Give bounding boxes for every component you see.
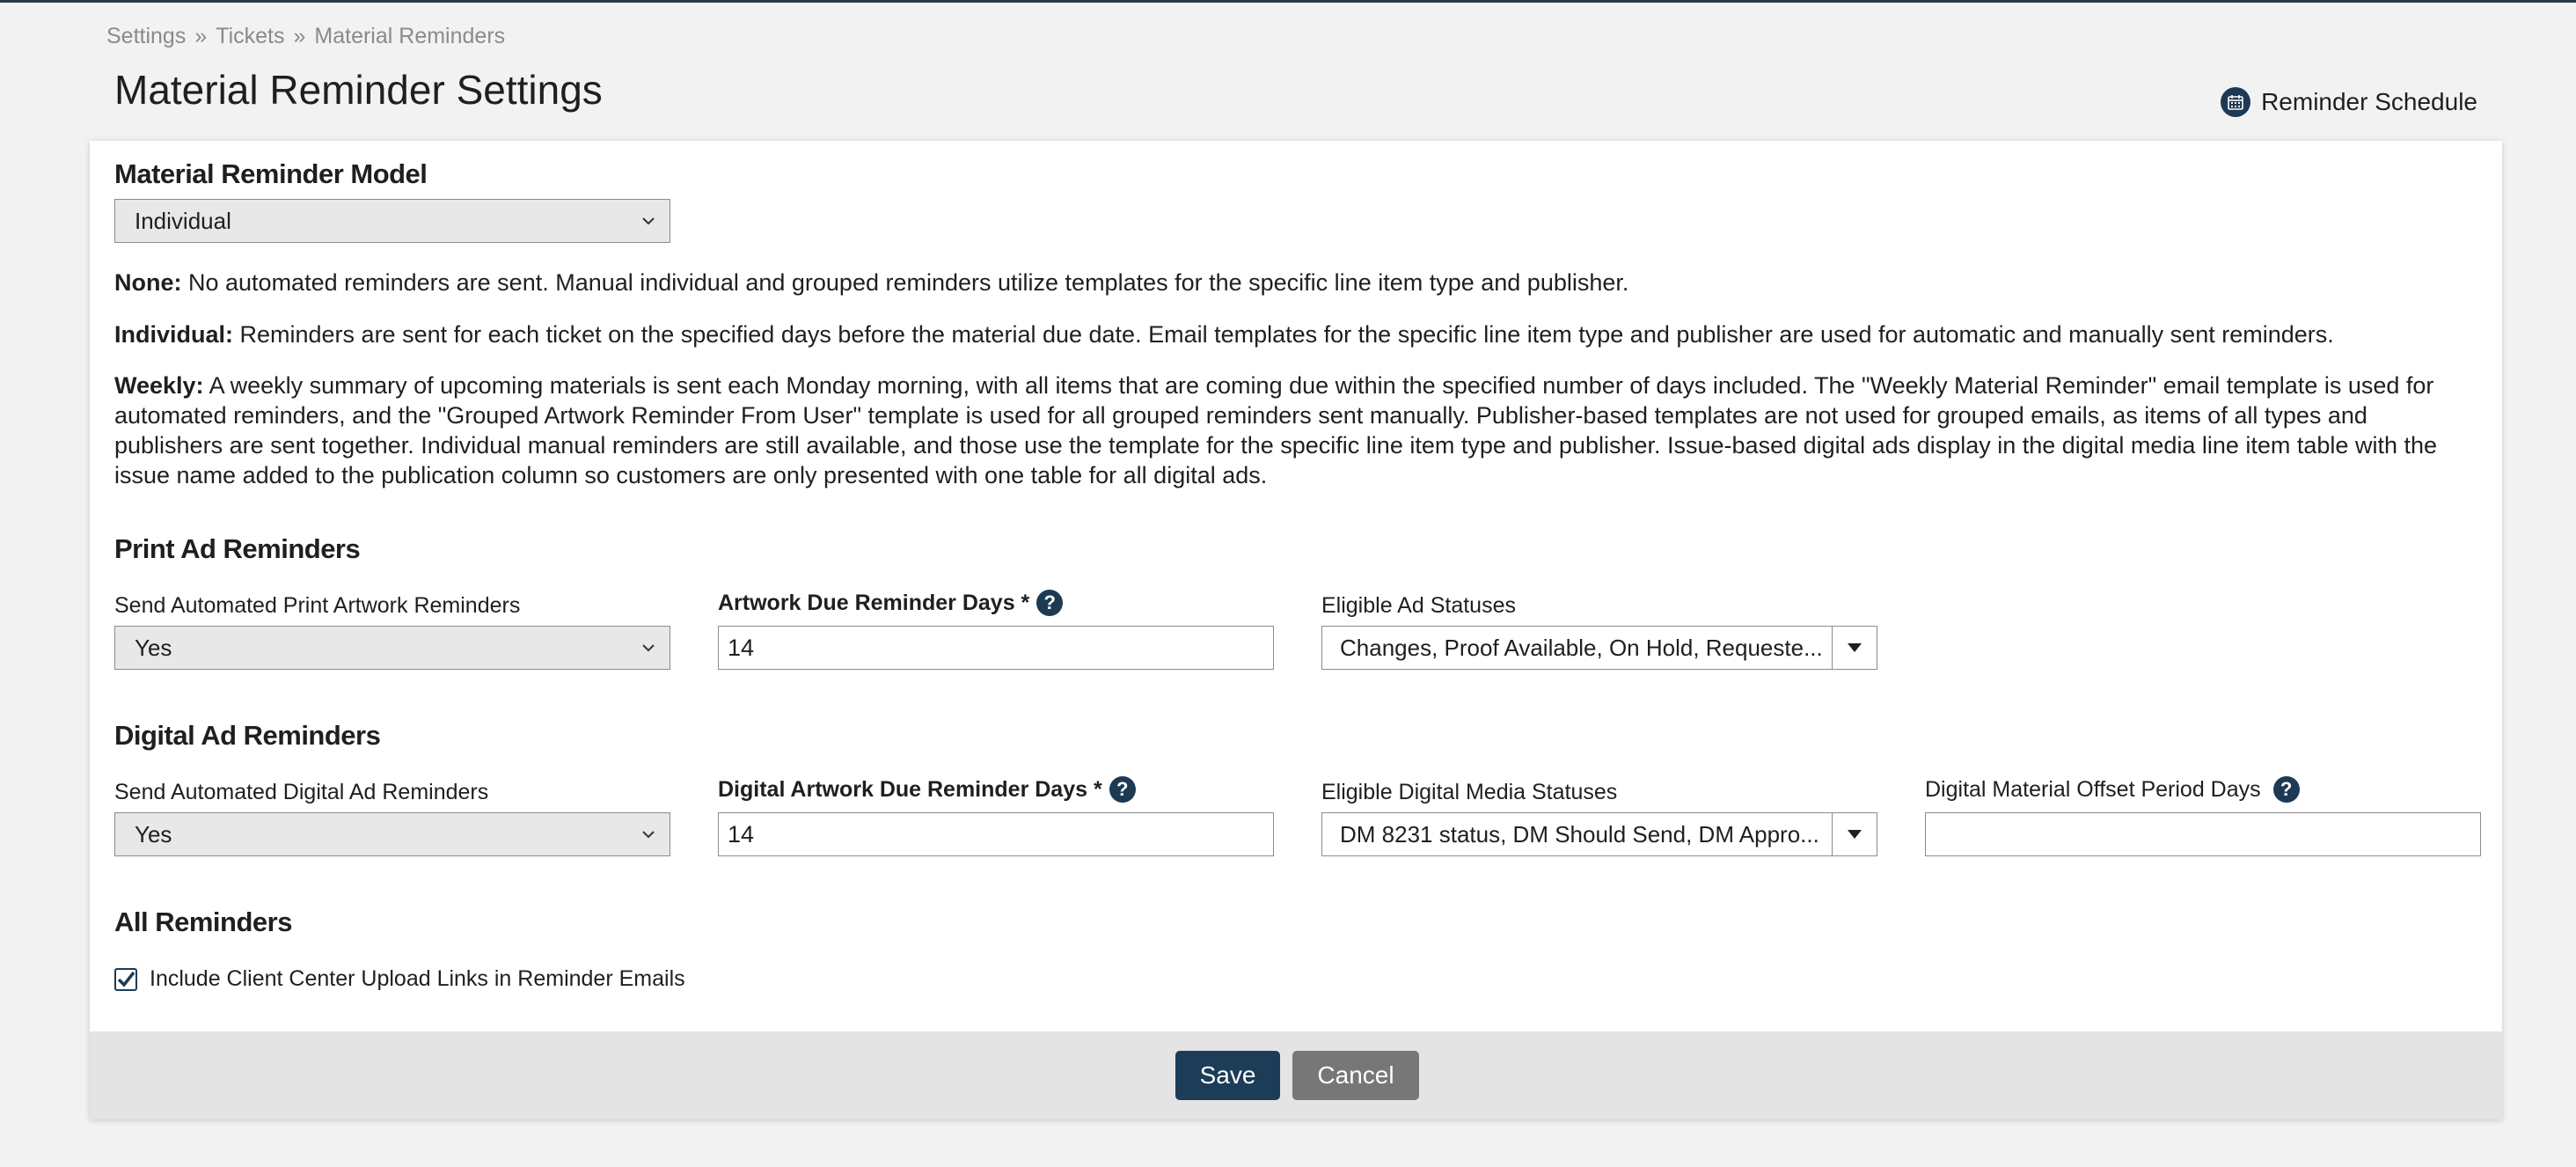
caret-down-icon [1847,642,1862,653]
chevron-down-icon [640,212,657,230]
model-section-title: Material Reminder Model [114,158,428,189]
digital-offset-input[interactable] [1925,812,2481,856]
digital-offset-label [1925,776,2300,803]
digital-section-title: Digital Ad Reminders [114,720,381,751]
help-icon[interactable]: ? [1036,590,1063,616]
page-title: Material Reminder Settings [114,67,603,113]
reminder-schedule-link[interactable] [2221,87,2477,117]
breadcrumb-item-tickets[interactable]: Tickets [216,24,285,48]
help-icon[interactable]: ? [1109,776,1136,803]
save-button[interactable]: Save [1175,1051,1280,1100]
print-send-label-text: Send Automated Print Artwork Reminders [114,593,521,618]
print-section-title: Print Ad Reminders [114,533,361,564]
digital-days-label [718,776,1136,803]
breadcrumb-separator: » [293,24,306,48]
print-days-input[interactable] [718,626,1274,670]
cancel-button[interactable]: Cancel [1292,1051,1419,1100]
breadcrumb-separator: » [194,24,208,48]
print-send-value: Yes [135,634,172,661]
include-upload-links-label[interactable]: Include Client Center Upload Links in Reminder Emails [150,966,685,991]
print-send-label [114,593,520,619]
help-icon[interactable]: ? [2273,776,2300,803]
print-statuses-label [1321,593,1516,619]
settings-card [90,141,2502,1119]
digital-statuses-value: DM 8231 status, DM Should Send, DM Appro... [1340,820,1819,848]
desc-term: Weekly: [114,372,204,399]
breadcrumb-item-settings[interactable]: Settings [106,24,187,48]
desc-term: Individual: [114,321,233,348]
digital-send-value: Yes [135,820,172,848]
breadcrumb [106,24,505,49]
desc-text: A weekly summary of upcoming materials is sent each Monday morning, with all items that are coming due within the specified number of days included. The "Weekly Material Reminder" email template is used for automated reminders, and the "Grouped Artwork Reminder From User" template is used for all grouped reminders sent manually. Publisher-based templates are not used for grouped emails, as items of all types and publishers are sent together. Individual manual reminders are still available, and those use the template for the specific line item type and publisher. Issue-based digital ads display in the digital media line item table with the issue name added to the publication column so customers are only presented with one table for all digital ads. [114,372,2438,488]
dropdown-toggle[interactable] [1832,627,1877,669]
checkmark-icon [116,970,135,989]
digital-send-select[interactable] [114,812,670,856]
digital-days-input[interactable] [718,812,1274,856]
chevron-down-icon [640,826,657,843]
print-days-label [718,590,1063,616]
desc-text: No automated reminders are sent. Manual individual and grouped reminders utilize templates for the specific line item type and publisher. [181,269,1629,296]
desc-term: None: [114,269,182,296]
desc-text: Reminders are sent for each ticket on the specified days before the material due date. Email templates for the specific line item type and publisher are used for automatic and manually sent reminders. [233,321,2334,348]
breadcrumb-item-current: Material Reminders [314,24,506,48]
digital-send-label-text: Send Automated Digital Ad Reminders [114,780,489,804]
include-upload-links-checkbox[interactable] [114,968,137,991]
reminder-schedule-label: Reminder Schedule [2261,88,2477,115]
chevron-down-icon [640,639,657,657]
print-statuses-value: Changes, Proof Available, On Hold, Requeste... [1340,634,1823,661]
digital-statuses-multiselect[interactable] [1321,812,1877,856]
model-description-none [114,268,2481,297]
caret-down-icon [1847,829,1862,840]
include-upload-links-row [114,966,685,992]
dropdown-toggle[interactable] [1832,813,1877,855]
model-select-value: Individual [135,207,231,234]
print-days-label-text: Artwork Due Reminder Days * [718,590,1030,615]
calendar-icon [2221,87,2250,117]
print-statuses-multiselect[interactable] [1321,626,1877,670]
model-description-individual [114,319,2481,349]
all-section-title: All Reminders [114,906,292,937]
digital-offset-label-text: Digital Material Offset Period Days [1925,776,2261,802]
digital-statuses-label-text: Eligible Digital Media Statuses [1321,780,1618,804]
print-send-select[interactable] [114,626,670,670]
digital-statuses-label [1321,780,1617,805]
digital-days-label-text: Digital Artwork Due Reminder Days * [718,776,1102,802]
model-description-weekly [114,371,2481,490]
digital-send-label [114,780,488,805]
form-footer [90,1031,2502,1119]
print-statuses-label-text: Eligible Ad Statuses [1321,593,1516,618]
model-select[interactable] [114,199,670,243]
